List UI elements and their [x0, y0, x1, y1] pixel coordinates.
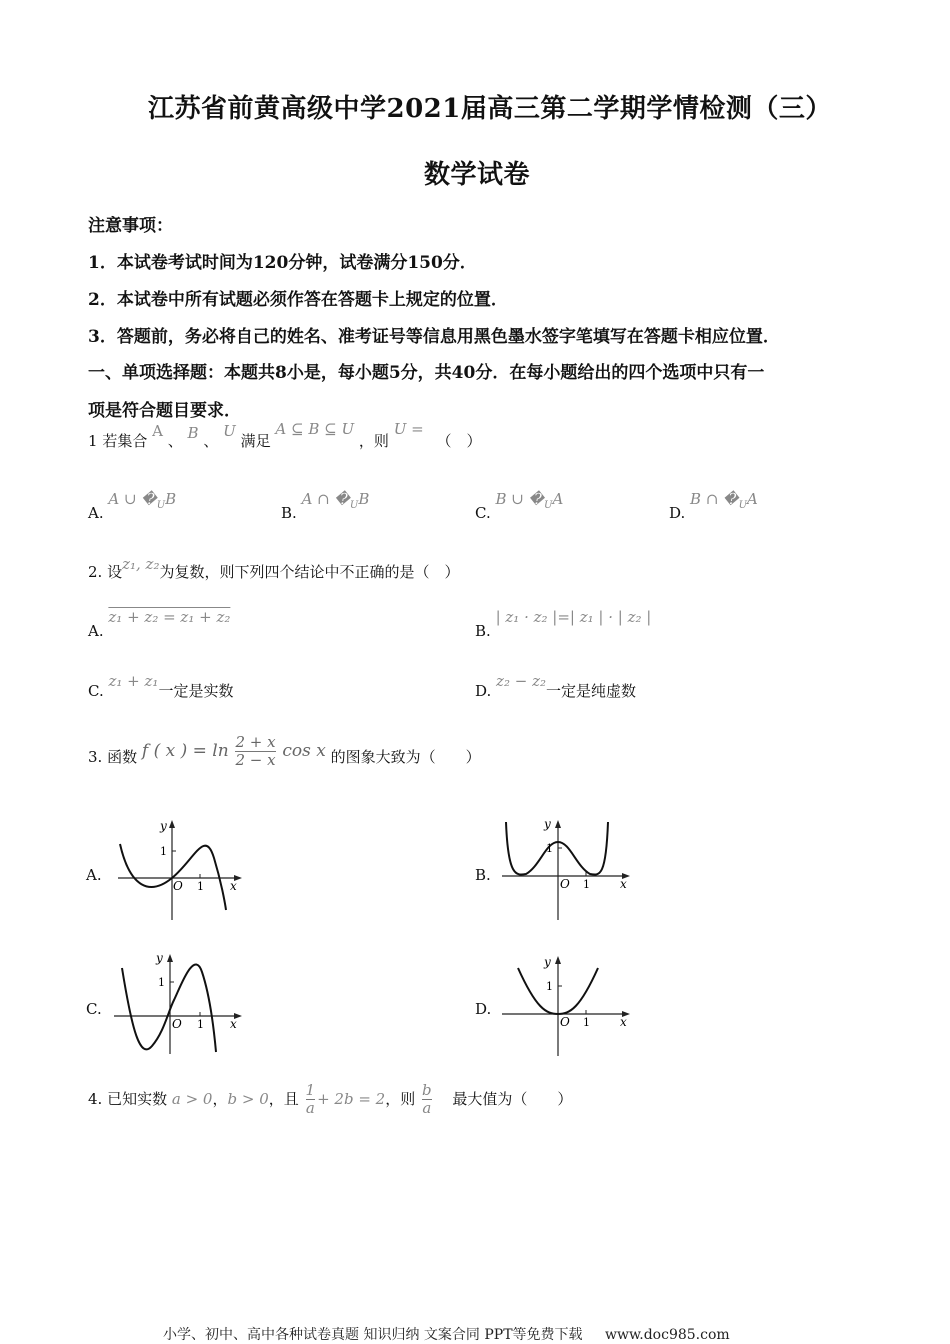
- graph-a-origin: O: [173, 879, 183, 893]
- q1-option-d: [669, 490, 758, 522]
- option-sub: U: [738, 500, 747, 511]
- q4-condition: a > 0: [171, 1089, 213, 1108]
- graph-b-tick-y: 1: [546, 842, 553, 855]
- graph-b-label: B.: [475, 866, 491, 884]
- graph-a-tick-y: 1: [160, 845, 167, 858]
- graph-a-label: A.: [86, 866, 102, 884]
- option-math: B ∪ �: [495, 490, 545, 508]
- question-1: [88, 420, 482, 451]
- q3-denominator: 2 − x: [235, 751, 276, 770]
- graph-d-y-label: y: [544, 955, 551, 969]
- graph-d-origin: O: [560, 1015, 570, 1029]
- q4-fraction-1: [306, 1082, 316, 1118]
- q4-text: ，: [212, 1089, 228, 1108]
- q3-numerator: 2 + x: [235, 733, 276, 751]
- option-sub: U: [544, 500, 553, 511]
- graph-b-tick-x: 1: [583, 878, 590, 891]
- q3-formula: cos x: [282, 740, 326, 761]
- q4-numerator: 1: [305, 1081, 316, 1099]
- graph-c-tick-x: 1: [197, 1018, 204, 1031]
- graph-c-tick-y: 1: [158, 976, 165, 989]
- footer-caption: 小学、初中、高中各种试卷真题 知识归纳 文案合同 PPT等免费下载: [163, 1327, 583, 1343]
- option-label: A.: [88, 504, 104, 522]
- graph-a: [110, 818, 250, 924]
- q4-text: 4. 已知实数: [88, 1089, 168, 1108]
- option-label: D.: [475, 682, 492, 700]
- option-label: C.: [475, 504, 491, 522]
- q1-text: 满足: [240, 432, 271, 450]
- graph-a-y-label: y: [160, 819, 167, 833]
- q4-condition: b > 0: [227, 1089, 269, 1108]
- q4-denominator: a: [305, 1099, 315, 1118]
- option-sub: U: [156, 500, 166, 511]
- page-title: 江苏省前黄高级中学2021届高三第二学期学情检测（三）: [148, 94, 832, 124]
- option-math: A ∪ �: [108, 490, 157, 508]
- option-math: A ∩ �: [301, 490, 350, 508]
- notice-heading: 注意事项：: [88, 216, 173, 236]
- q4-formula: + 2b = 2: [317, 1089, 386, 1108]
- option-math: B ∩ �: [690, 490, 739, 508]
- q4-numerator: b: [422, 1081, 432, 1099]
- q1-set-a: A: [152, 422, 163, 440]
- option-math: B: [165, 490, 177, 508]
- q1-text: 若集合: [102, 432, 148, 450]
- graph-c-x-label: x: [230, 1017, 237, 1031]
- q2-text: 为复数，则下列四个结论中不正确的是（ ）: [159, 563, 460, 581]
- graph-c-y-label: y: [156, 951, 163, 965]
- notice-item-3: 3．答题前，务必将自己的姓名、准考证号等信息用黑色墨水签字笔填写在答题卡相应位置．: [88, 327, 780, 347]
- q3-fraction: [235, 734, 275, 770]
- graph-b-y-label: y: [544, 817, 551, 831]
- option-label: B.: [281, 504, 297, 522]
- notice-item-2: 2．本试卷中所有试题必须作答在答题卡上规定的位置．: [88, 290, 508, 310]
- option-label: C.: [88, 682, 104, 700]
- graph-b-x-label: x: [620, 877, 627, 891]
- option-sub: U: [349, 500, 359, 511]
- q2-option-a: [88, 608, 231, 640]
- q1-ask: U =: [393, 420, 424, 438]
- page-subtitle: 数学试卷: [424, 160, 531, 190]
- option-label: B.: [475, 622, 491, 640]
- q1-number: 1: [88, 432, 98, 450]
- q2-vars: z₁, z₂: [122, 555, 160, 573]
- q4-text: 最大值为（ ）: [452, 1089, 573, 1108]
- graph-d-tick-x: 1: [583, 1016, 590, 1029]
- option-math: z₂ − z₂: [496, 672, 546, 690]
- q3-text: 的图象大致为（ ）: [330, 747, 481, 766]
- footer-text: [163, 1324, 730, 1344]
- q1-set-b: B: [187, 424, 199, 442]
- q1-set-u: U: [223, 422, 236, 440]
- graph-d-x-label: x: [620, 1015, 627, 1029]
- section-heading: 一、单项选择题：本题共8小是，每小题5分，共40分．在每小题给出的四个选项中只有一: [88, 363, 765, 383]
- graph-c: [110, 950, 250, 1058]
- graph-c-label: C.: [86, 1000, 102, 1018]
- option-math: A: [552, 490, 564, 508]
- q2-option-b: [475, 608, 652, 640]
- question-4: [88, 1082, 572, 1118]
- q4-text: ，则: [385, 1089, 416, 1108]
- footer-site-link[interactable]: www.doc985.com: [604, 1327, 730, 1343]
- q3-text: 3. 函数: [88, 747, 138, 766]
- graph-b: [500, 816, 640, 924]
- q1-option-b: [281, 490, 370, 522]
- section-heading-cont: 项是符合题目要求．: [88, 401, 241, 421]
- q1-condition: A ⊆ B ⊆ U: [275, 420, 355, 438]
- graph-a-tick-x: 1: [197, 880, 204, 893]
- q1-separator: 、: [203, 432, 219, 450]
- q2-text: 2. 设: [88, 563, 123, 581]
- graph-d: [500, 952, 640, 1060]
- option-math: z₁ + z₂ = z₁ + z₂: [108, 608, 231, 626]
- option-label: D.: [669, 504, 686, 522]
- graph-a-x-label: x: [230, 879, 237, 893]
- q2-option-c: [88, 670, 234, 700]
- q1-text: ，则: [358, 432, 389, 450]
- question-2: [88, 555, 460, 582]
- option-math: A: [747, 490, 758, 508]
- q1-option-c: [475, 490, 564, 522]
- option-text: 一定是纯虚数: [545, 682, 636, 700]
- q4-text: ，且: [268, 1089, 299, 1108]
- option-label: A.: [88, 622, 104, 640]
- graph-d-label: D.: [475, 1000, 492, 1018]
- option-math: | z₁ · z₂ |=| z₁ | · | z₂ |: [495, 608, 652, 626]
- option-math: z₁ + z₁: [108, 672, 159, 690]
- option-text: 一定是实数: [158, 682, 234, 700]
- q1-option-a: [88, 490, 177, 522]
- graph-b-origin: O: [560, 877, 570, 891]
- q2-option-d: [475, 670, 636, 700]
- q4-denominator: a: [422, 1099, 432, 1118]
- question-3: [88, 734, 481, 770]
- q1-separator: 、: [167, 432, 183, 450]
- graph-c-origin: O: [172, 1017, 182, 1031]
- q1-answer-paren: （ ）: [436, 432, 482, 450]
- q3-formula: f ( x ) = ln: [141, 740, 229, 761]
- graph-d-tick-y: 1: [546, 980, 553, 993]
- notice-item-1: 1．本试卷考试时间为120分钟，试卷满分150分．: [88, 253, 477, 273]
- option-math: B: [358, 490, 370, 508]
- q4-fraction-2: [422, 1082, 432, 1118]
